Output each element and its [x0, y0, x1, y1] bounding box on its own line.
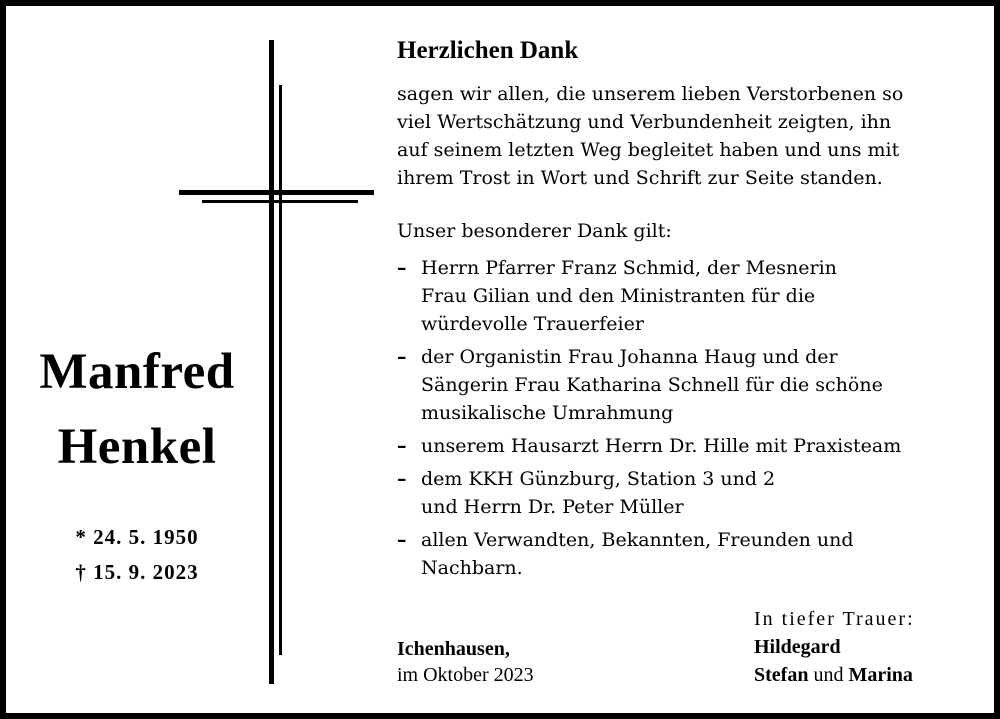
- cross-icon-inner-beam: [202, 200, 358, 203]
- cross-icon-beam: [179, 190, 374, 195]
- deceased-last-name: Henkel: [57, 419, 217, 475]
- mourner-name: Stefan: [754, 664, 809, 686]
- notice-date: im Oktober 2023: [397, 664, 534, 686]
- dash-bullet: –: [397, 435, 407, 457]
- mourner-name: Marina: [848, 664, 913, 686]
- mourner-conjunction: und: [808, 664, 849, 686]
- list-item-line: allen Verwandten, Bekannten, Freunden und: [421, 529, 854, 551]
- mourner-name: Hildegard: [754, 636, 841, 658]
- dash-bullet: –: [397, 257, 407, 279]
- cross-icon-inner-vertical: [279, 85, 282, 655]
- death-date: † 15. 9. 2023: [75, 560, 199, 584]
- list-item: [397, 254, 987, 338]
- list-item-line: würdevolle Trauerfeier: [421, 313, 644, 335]
- thanks-subheading: Unser besonderer Dank gilt:: [397, 220, 672, 242]
- mourning-label: In tiefer Trauer:: [754, 608, 915, 630]
- list-item-line: Herrn Pfarrer Franz Schmid, der Mesnerin: [421, 257, 837, 279]
- notice-heading: Herzlichen Dank: [397, 37, 579, 64]
- list-item-line: Nachbarn.: [421, 557, 523, 579]
- mourner-names-line: [754, 661, 913, 689]
- list-item-line: Sängerin Frau Katharina Schnell für die schöne: [421, 374, 883, 396]
- thanks-list: [397, 254, 987, 587]
- list-item: [397, 432, 987, 460]
- cross-icon: [269, 40, 274, 684]
- intro-paragraph: [397, 80, 982, 192]
- list-item-line: und Herrn Dr. Peter Müller: [421, 496, 684, 518]
- list-item-line: musikalische Umrahmung: [421, 402, 674, 424]
- birth-date: * 24. 5. 1950: [75, 525, 199, 549]
- list-item-line: der Organistin Frau Johanna Haug und der: [421, 346, 838, 368]
- intro-line: ihrem Trost in Wort und Schrift zur Seite standen.: [397, 167, 883, 189]
- list-item: [397, 465, 987, 521]
- list-item: [397, 526, 987, 582]
- obituary-notice: [6, 6, 994, 713]
- intro-line: viel Wertschätzung und Verbundenheit zeigten, ihn: [397, 111, 892, 133]
- deceased-first-name: Manfred: [39, 344, 235, 400]
- intro-line: sagen wir allen, die unserem lieben Verstorbenen so: [397, 83, 904, 105]
- list-item-line: dem KKH Günzburg, Station 3 und 2: [421, 468, 776, 490]
- list-item-line: Frau Gilian und den Ministranten für die: [421, 285, 816, 307]
- list-item-line: unserem Hausarzt Herrn Dr. Hille mit Praxisteam: [421, 435, 902, 457]
- place-name: Ichenhausen,: [397, 638, 510, 660]
- intro-line: auf seinem letzten Weg begleitet haben und uns mit: [397, 139, 900, 161]
- list-item: [397, 343, 987, 427]
- dash-bullet: –: [397, 468, 407, 490]
- dash-bullet: –: [397, 346, 407, 368]
- dash-bullet: –: [397, 529, 407, 551]
